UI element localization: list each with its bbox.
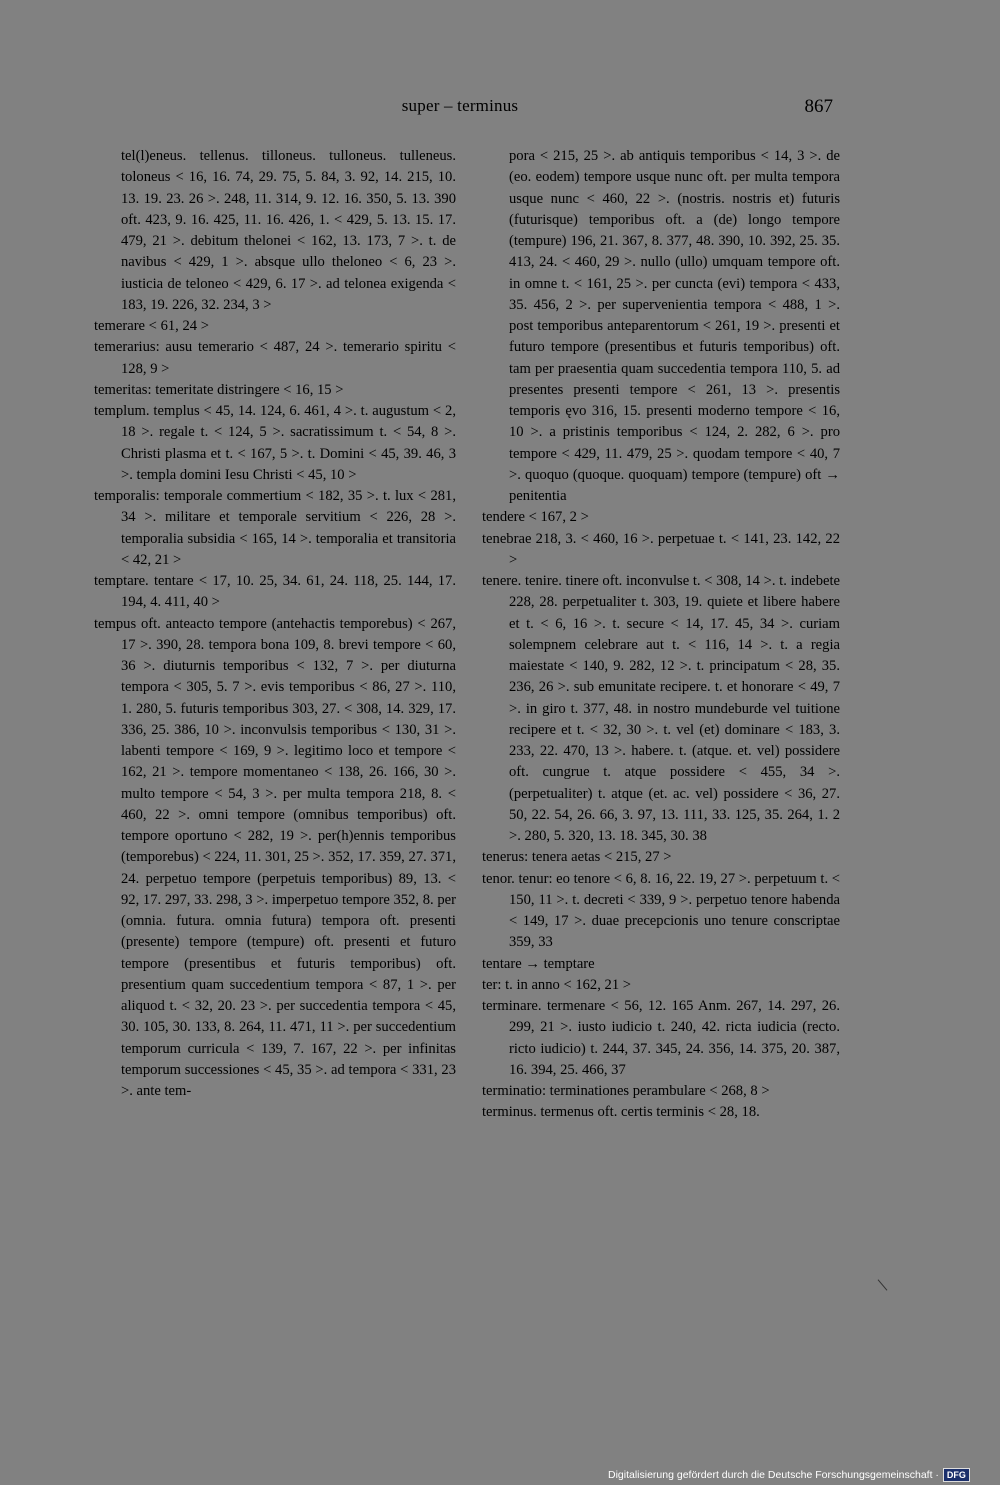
dfg-logo: DFG bbox=[943, 1468, 970, 1482]
index-entry: tempus oft. anteacto tempore (antehactis temporebus) < 267, 17 >. 390, 28. tempora bona 109, 8. brevi tempore < 60, 36 >. diuturnis temporibus < 132, 7 >. per diuturna tempora < 305, 5. 7 >. evis temporibus < 86, 27 >. 110, 1. 280, 5. futuris temporibus 303, 27. < 308, 14. 329, 17. 336, 25. 386, 10 >. inconvulsis temporibus < 130, 31 >. labenti tempore < 169, 9 >. legitimo loco et tempore < 162, 21 >. tempore momentaneo < 138, 26. 166, 30 >. multo tempore < 54, 3 >. per multa tempora 218, 8. < 460, 22 >. omni tempore (omnibus temporibus) oft. tempore oportuno < 282, 19 >. per(h)ennis temporibus (temporebus) < 224, 11. 301, 25 >. 352, 17. 359, 27. 371, 24. perpetuo tempore (perpetuis temporibus) 89, 13. < 92, 17. 297, 33. 298, 3 >. imperpetuo tempore 352, 8. per (omnia. futura. omnia futura) tempora oft. presenti (presente) tempore (tempure) oft. presenti et futuro tempore (presentibus et futuris temporibus) oft. presentium quam succedentium tempora < 87, 1 >. per aliquod t. < 32, 20. 23 >. per succedentia tempora < 45, 30. 105, 30. 133, 8. 264, 11. 471, 11 >. per succedentium temporum curricula < 139, 7. 167, 22 >. per infinitas temporum successiones < 45, 35 >. ad tempora < 331, 23 >. ante tem- bbox=[94, 615, 456, 1099]
index-entry: temeritas: temeritate distringere < 16, 15 > bbox=[94, 381, 344, 398]
continued-entry: pora < 215, 25 >. ab antiquis temporibus < 14, 3 >. de (eo. eodem) tempore usque nunc oft. per multa tempora usque nunc < 460, 22 >. (nostris. nostris et) futuris (futurisque) temporibus oft. a (de) longo tempore (tempure) 196, 21. 367, 8. 377, 48. 390, 10. 392, 25. 35. 413, 24. < 460, 29 >. nullo (ullo) umquam tempore oft. in omne t. < 161, 25 >. per cuncta (evi) tempora < 433, 35. 456, 2 >. per supervenientia tempora < 488, 1 >. post temporibus anteparentorum < 261, 19 >. presenti et futuro tempore (presentibus et futuris temporibus) oft. tam per praesentia quam succedentia tempora 110, 5. ad presentes presenti tempore < 261, 13 >. presentis temporis ęvo 316, 15. presenti moderno tempore < 16, 10 >. a pristinis temporibus < 124, 2. 282, 6 >. pro tempore < 429, 11. 479, 25 >. quodam tempore < 40, 7 >. quoquo (quoque. quoquam) tempore (tempure) oft → penitentia bbox=[509, 148, 840, 504]
index-entry: terminare. termenare < 56, 12. 165 Anm. 267, 14. 297, 26. 299, 21 >. iusto iudicio t. 240, 42. ricta iudicia (recto. ricto iudicio) t. 244, 37. 345, 24. 356, 14. 375, 20. 387, 16. 394, 25. 466, 37 bbox=[482, 998, 840, 1078]
continued-entry: tel(l)eneus. tellenus. tilloneus. tulloneus. tulleneus. toloneus < 16, 16. 74, 29. 75, 5. 84, 3. 92, 14. 215, 10. 13. 19. 23. 26 >. 248, 11. 314, 9. 12. 16. 350, 5. 13. 390 oft. 423, 9. 16. 425, 11. 16. 426, 1. < 429, 5. 13. 15. 17. 479, 21 >. debitum thelonei < 162, 13. 173, 7 >. t. de navibus < 429, 1 >. absque ullo theloneo < 6, 23 >. iusticia de teloneo < 429, 6. 17 >. ad telonea exigenda < 183, 19. 226, 32. 234, 3 > bbox=[121, 148, 456, 313]
index-entry: tenor. tenur: eo tenore < 6, 8. 16, 22. 19, 27 >. perpetuum t. < 150, 11 >. t. decreti < 339, 9 >. perpetuo tenore habenda < 149, 17 >. duae precepcionis uno tenure conscriptae 359, 33 bbox=[482, 870, 840, 951]
index-entry: temptare. tentare < 17, 10. 25, 34. 61, 24. 118, 25. 144, 17. 194, 4. 411, 40 > bbox=[94, 573, 456, 611]
index-entry: tenebrae 218, 3. < 460, 16 >. perpetuae t. < 141, 23. 142, 22 > bbox=[482, 530, 840, 568]
page-number: 867 bbox=[804, 96, 833, 117]
index-entry: tentare → temptare bbox=[482, 955, 595, 972]
right-column bbox=[482, 146, 840, 1124]
index-entry: templum. templus < 45, 14. 124, 6. 461, 4 >. t. augustum < 2, 18 >. regale t. < 124, 5 >. sacratissimum t. < 54, 8 >. Christi plasma et t. < 167, 5 >. t. Domini < 45, 39. 46, 3 >. templa domini Iesu Christi < 45, 10 > bbox=[94, 403, 456, 483]
index-entry: tenere. tenire. tinere oft. inconvulse t. < 308, 14 >. t. indebete 228, 28. perpetualiter t. 303, 19. quiete et libere habere et t. < 6, 16 >. t. secure < 14, 17. 45, 34 >. curiam solempnem celebrare aut t. < 116, 14 >. t. a regia maiestate < 140, 9. 282, 12 >. t. principatum < 28, 35. 236, 26 >. sub emunitate recipere. t. et honorare < 49, 7 >. in giro t. 377, 48. in nostro mundeburde vel tuitione recipere et t. < 32, 30 >. t. vel (et) dominare < 183, 3. 233, 22. 470, 13 >. habere. t. (atque. et. vel) possidere oft. cungrue t. atque possidere < 455, 34 >. (perpetualiter) t. atque (et. ac. vel) possidere < 36, 27. 50, 22. 54, 26. 66, 3. 97, 13. 111, 33. 125, 35. 264, 1. 2 >. 280, 5. 320, 13. 18. 345, 30. 38 bbox=[482, 573, 840, 844]
index-entry: tenerus: tenera aetas < 215, 27 > bbox=[482, 849, 672, 866]
left-column bbox=[94, 146, 456, 1102]
index-entry: tendere < 167, 2 > bbox=[482, 509, 589, 526]
index-entry: temporalis: temporale commertium < 182, 35 >. t. lux < 281, 34 >. militare et temporale servitium < 226, 28 >. temporalia subsidia < 165, 14 >. temporalia et transitoria < 42, 21 > bbox=[94, 488, 456, 568]
footer-credit-text: Digitalisierung gefördert durch die Deutsche Forschungsgemeinschaft · bbox=[608, 1469, 939, 1481]
running-title: super – terminus bbox=[401, 96, 519, 115]
scan-artifact bbox=[878, 1279, 888, 1290]
index-entry: terminus. termenus oft. certis terminis < 28, 18. bbox=[482, 1104, 760, 1121]
index-entry: ter: t. in anno < 162, 21 > bbox=[482, 976, 632, 993]
index-entry: temerare < 61, 24 > bbox=[94, 318, 209, 334]
index-entry: temerarius: ausu temerario < 487, 24 >. temerario spiritu < 128, 9 > bbox=[94, 339, 456, 377]
footer-credit bbox=[608, 1468, 970, 1482]
index-entry: terminatio: terminationes perambulare < 268, 8 > bbox=[482, 1083, 770, 1099]
